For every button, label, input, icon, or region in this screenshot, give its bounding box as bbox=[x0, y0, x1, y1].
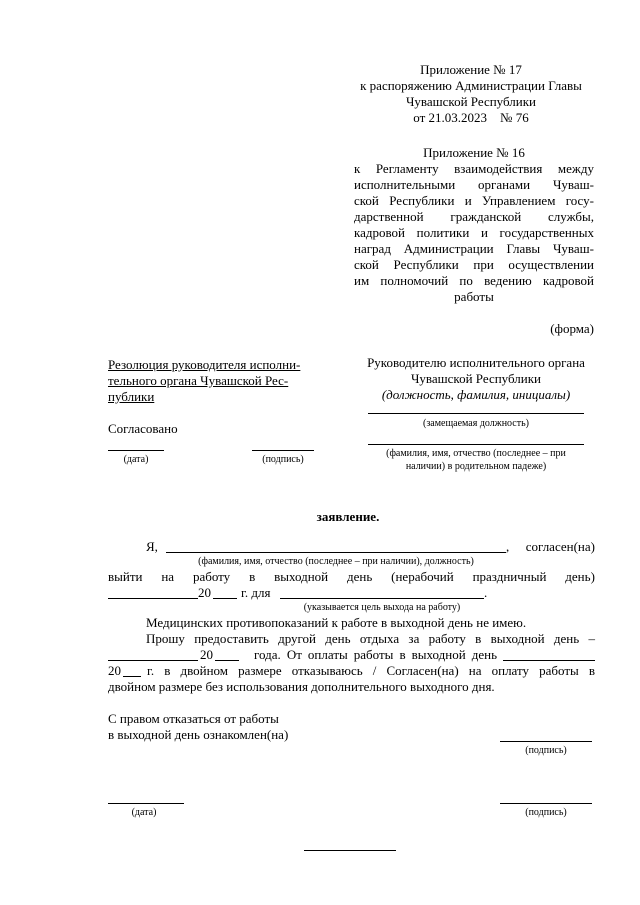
addressee-block bbox=[354, 355, 598, 403]
medical-text: Медицинских противопоказаний к работе в выходной день не имею. bbox=[146, 615, 527, 630]
appendix-16-line: наград Администрации Главы Чуваш- bbox=[354, 241, 594, 256]
year-20: 20 bbox=[108, 663, 121, 678]
rest-year-line bbox=[215, 660, 239, 661]
year-line bbox=[213, 598, 237, 599]
appendix-16-line: к Регламенту взаимодействия между bbox=[354, 161, 594, 176]
rest-year-prefix: 20 bbox=[200, 647, 213, 662]
work-word: (нерабочий bbox=[391, 569, 454, 584]
work-word: день bbox=[346, 569, 373, 584]
work-word: день) bbox=[565, 569, 595, 584]
fio-genitive-caption-line: (фамилия, имя, отчество (последнее – при bbox=[386, 448, 566, 459]
appendix-17-title: Приложение № 17 bbox=[420, 62, 522, 77]
double-pay-line-2: двойном размере без использования дополнительного выходного дня. bbox=[108, 679, 495, 694]
resolution-signature-line bbox=[252, 450, 314, 451]
appendix-16-title: Приложение № 16 bbox=[423, 145, 525, 160]
appendix-16-line: работы bbox=[454, 289, 494, 304]
bottom-signature-line bbox=[500, 803, 592, 804]
work-word: в bbox=[249, 569, 256, 584]
fio-caption: (фамилия, имя, отчество (последнее – при наличии), должность) bbox=[198, 556, 474, 567]
resolution-line: публики bbox=[108, 389, 155, 404]
bottom-signature-caption: (подпись) bbox=[525, 807, 567, 818]
appendix-16-line: кадровой политики и государственных bbox=[354, 225, 594, 240]
bottom-date-caption: (дата) bbox=[131, 807, 157, 818]
fio-genitive-line bbox=[368, 444, 584, 445]
statement-title: заявление. bbox=[316, 509, 380, 524]
work-word: выйти bbox=[108, 569, 143, 584]
resolution-line: тельного органа Чувашской Рес- bbox=[108, 373, 289, 388]
appendix-17-republic: Чувашской Республики bbox=[405, 94, 537, 109]
position-line bbox=[368, 413, 584, 414]
bottom-date-line bbox=[108, 803, 184, 804]
agree-label: согласен(на) bbox=[525, 539, 595, 554]
appendix-16-line: ской Республики и Управлением госу- bbox=[354, 193, 594, 208]
acknowledge-signature-line bbox=[500, 741, 592, 742]
footer-divider bbox=[304, 850, 396, 851]
appendix-17-block bbox=[340, 62, 602, 126]
work-word: на bbox=[161, 569, 175, 584]
appendix-17-to: к распоряжению Администрации Главы bbox=[360, 78, 582, 93]
request-line: Прошу предоставить другой день отдыха за работу в выходной день – bbox=[146, 631, 595, 646]
year-suffix-line bbox=[123, 676, 141, 677]
acknowledge-signature-caption: (подпись) bbox=[525, 745, 567, 756]
acknowledge-line: С правом отказаться от работы bbox=[108, 711, 279, 726]
work-word: работу bbox=[192, 569, 231, 584]
acknowledge-line: в выходной день ознакомлен(на) bbox=[108, 727, 289, 742]
acknowledge-text bbox=[108, 711, 288, 743]
appendix-16-line: им полномочий по ведению кадровой bbox=[354, 273, 594, 288]
resolution-date-line bbox=[108, 450, 164, 451]
payment-text: года. От оплаты работы в выходной день bbox=[254, 647, 497, 662]
rest-day-line bbox=[108, 660, 198, 661]
fio-genitive-caption-line: наличии) в родительном падеже) bbox=[405, 461, 547, 472]
addressee-line: Чувашской Республики bbox=[410, 371, 542, 386]
addressee-line: Руководителю исполнительного органа bbox=[367, 355, 585, 370]
resolution-line: Резолюция руководителя исполни- bbox=[108, 357, 301, 372]
addressee-position-hint: (должность, фамилия, инициалы) bbox=[381, 387, 571, 402]
for-label: г. для bbox=[241, 585, 271, 600]
fio-line bbox=[166, 552, 506, 553]
appendix-16-line: дарственной гражданской службы, bbox=[354, 209, 594, 224]
period: . bbox=[484, 585, 488, 600]
work-word: выходной bbox=[274, 569, 329, 584]
position-caption: (замещаемая должность) bbox=[422, 418, 529, 429]
appendix-16-line: исполнительными органами Чуваш- bbox=[354, 177, 594, 192]
purpose-line bbox=[280, 598, 484, 599]
day-month-line bbox=[108, 598, 198, 599]
ya-label: Я, bbox=[146, 539, 158, 554]
resolution-date-caption: (дата) bbox=[123, 454, 149, 465]
work-word: праздничный bbox=[472, 569, 547, 584]
appendix-16-line: ской Республики при осуществлении bbox=[354, 257, 594, 272]
comma: , bbox=[506, 539, 510, 554]
payment-date-line bbox=[503, 660, 595, 661]
form-label: (форма) bbox=[550, 321, 594, 336]
fio-genitive-caption bbox=[360, 447, 592, 473]
resolution-text bbox=[108, 357, 328, 405]
appendix-16-text bbox=[354, 161, 594, 305]
resolution-signature-caption: (подпись) bbox=[262, 454, 304, 465]
agreed-label: Согласовано bbox=[108, 421, 178, 436]
double-pay-line: г. в двойном размере отказываюсь / Согласен(на) на оплату работы в bbox=[147, 663, 595, 678]
purpose-caption: (указывается цель выхода на работу) bbox=[303, 602, 461, 613]
appendix-17-date: от 21.03.2023 № 76 bbox=[413, 110, 529, 125]
work-line bbox=[108, 569, 595, 585]
year-prefix: 20 bbox=[198, 585, 211, 600]
